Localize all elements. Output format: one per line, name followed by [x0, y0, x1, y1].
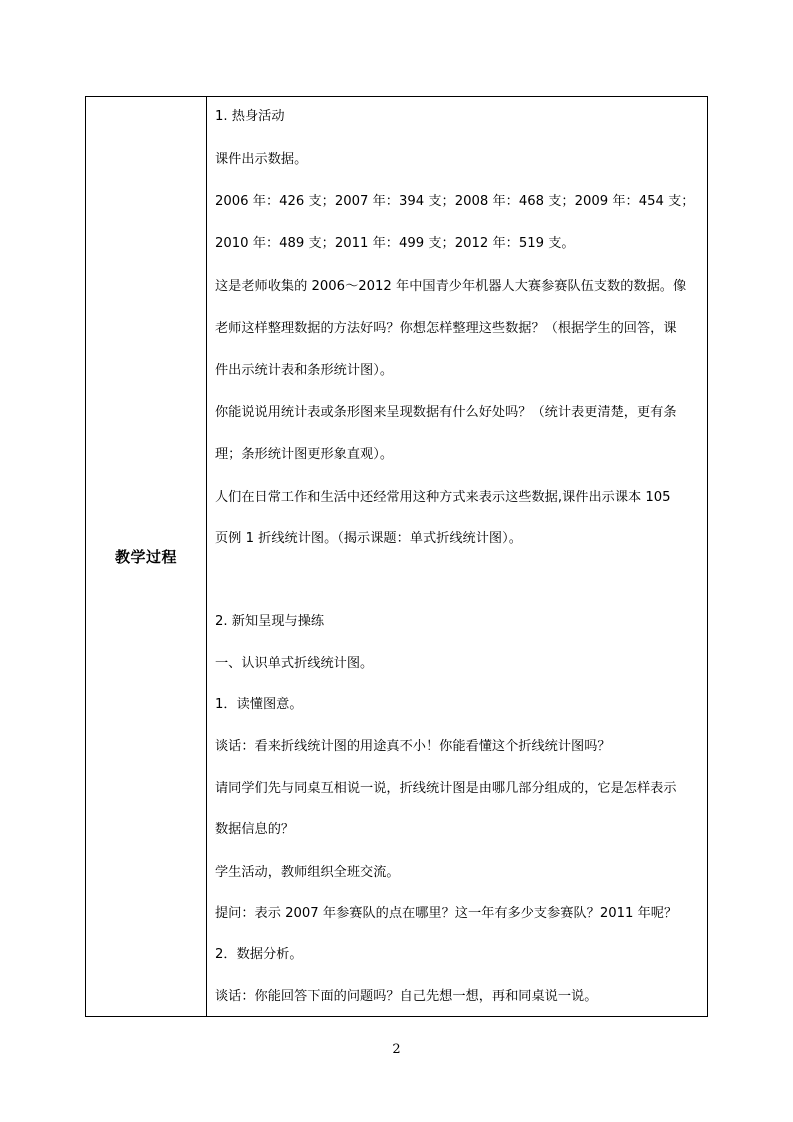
text-line: 1．读懂图意。 — [215, 697, 303, 712]
text-line: 人们在日常工作和生活中还经常用这种方式来表示这些数据,课件出示课本 105 — [215, 490, 671, 505]
text-line: 数据信息的？ — [215, 822, 295, 837]
label-cell — [86, 97, 206, 1016]
text-line: 页例 1 折线统计图。（揭示课题：单式折线统计图）。 — [215, 531, 522, 546]
text-line: 理；条形统计图更形象直观）。 — [215, 447, 394, 462]
text-line: 你能说说用统计表或条形图来呈现数据有什么好处吗？（统计表更清楚，更有条 — [215, 405, 677, 420]
text-line: 学生活动，教师组织全班交流。 — [215, 865, 400, 880]
text-line: 2．数据分析。 — [215, 947, 303, 962]
section-label: 教学过程 — [114, 548, 177, 566]
text-line: 谈话：你能回答下面的问题吗？自己先想一想，再和同桌说一说。 — [215, 989, 598, 1004]
text-line: 提问：表示 2007 年参赛队的点在哪里？这一年有多少支参赛队？2011 年呢？ — [215, 906, 678, 921]
text-line: 1. 热身活动 — [215, 109, 285, 124]
page-number: 2 — [392, 1042, 401, 1057]
column-divider — [206, 96, 207, 1017]
text-line: 2. 新知呈现与操练 — [215, 614, 325, 629]
text-line: 谈话：看来折线统计图的用途真不小！你能看懂这个折线统计图吗？ — [215, 739, 611, 754]
text-line: 课件出示数据。 — [215, 152, 308, 167]
text-line: 一、认识单式折线统计图。 — [215, 656, 374, 671]
text-line: 件出示统计表和条形统计图）。 — [215, 363, 394, 378]
text-line: 2006 年：426 支；2007 年：394 支；2008 年：468 支；2009 年：454 支； — [215, 194, 695, 209]
text-line: 老师这样整理数据的方法好吗？你想怎样整理这些数据？（根据学生的回答，课 — [215, 321, 677, 336]
text-line: 2010 年：489 支；2011 年：499 支；2012 年：519 支。 — [215, 236, 575, 251]
text-line: 请同学们先与同桌互相说一说，折线统计图是由哪几部分组成的，它是怎样表示 — [215, 781, 677, 796]
text-line: 这是老师收集的 2006～2012 年中国青少年机器人大赛参赛队伍支数的数据。像 — [215, 279, 687, 294]
